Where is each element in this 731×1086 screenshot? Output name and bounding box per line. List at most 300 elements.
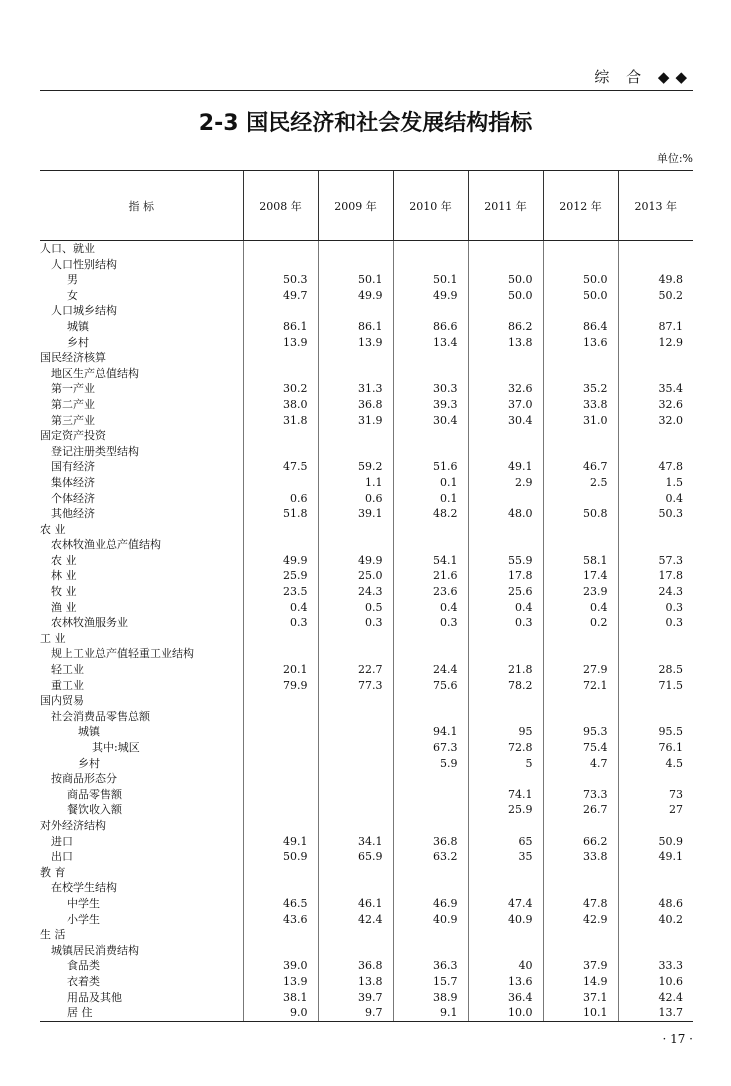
value-cell — [618, 693, 693, 709]
value-cell — [543, 709, 618, 725]
row-label: 城镇居民消费结构 — [51, 943, 139, 957]
value-cell: 30.4 — [393, 413, 468, 429]
value-cell — [243, 802, 318, 818]
table-row — [40, 631, 693, 647]
value-cell — [618, 444, 693, 460]
row-label: 生 活 — [40, 928, 66, 942]
value-cell: 49.9 — [318, 553, 393, 569]
value-cell: 50.3 — [618, 506, 693, 522]
year-header: 2008 年 — [243, 171, 318, 241]
value-cell — [618, 865, 693, 881]
value-cell: 65.9 — [318, 849, 393, 865]
value-cell: 31.9 — [318, 413, 393, 429]
value-cell — [618, 818, 693, 834]
table-row — [40, 568, 693, 584]
value-cell — [318, 927, 393, 943]
value-cell: 49.8 — [618, 272, 693, 288]
value-cell — [243, 475, 318, 491]
value-cell: 37.1 — [543, 990, 618, 1006]
value-cell: 39.1 — [318, 506, 393, 522]
value-cell — [243, 771, 318, 787]
value-cell — [468, 943, 543, 959]
table-row — [40, 912, 693, 928]
value-cell — [393, 646, 468, 662]
row-label: 牧 业 — [51, 585, 77, 599]
row-label: 食品类 — [67, 959, 100, 973]
row-label: 出口 — [51, 850, 73, 864]
table-row — [40, 444, 693, 460]
value-cell — [543, 943, 618, 959]
table-row — [40, 459, 693, 475]
value-cell: 2.9 — [468, 475, 543, 491]
row-label: 农 业 — [51, 553, 77, 567]
value-cell — [543, 927, 618, 943]
value-cell — [618, 880, 693, 896]
value-cell: 46.9 — [393, 896, 468, 912]
value-cell — [318, 740, 393, 756]
value-cell: 1.1 — [318, 475, 393, 491]
row-label: 乡村 — [67, 335, 89, 349]
value-cell — [393, 241, 468, 257]
value-cell — [618, 257, 693, 273]
row-label: 人口、就业 — [40, 242, 95, 255]
table-row — [40, 428, 693, 444]
value-cell — [393, 943, 468, 959]
row-label: 登记注册类型结构 — [51, 444, 139, 458]
value-cell — [243, 350, 318, 366]
year-header: 2013 年 — [618, 171, 693, 241]
value-cell: 0.1 — [393, 475, 468, 491]
table-row — [40, 802, 693, 818]
value-cell — [243, 724, 318, 740]
value-cell: 25.0 — [318, 568, 393, 584]
value-cell: 9.1 — [393, 1005, 468, 1021]
value-cell: 23.9 — [543, 584, 618, 600]
value-cell: 35.2 — [543, 381, 618, 397]
value-cell — [243, 631, 318, 647]
value-cell: 5 — [468, 756, 543, 772]
value-cell — [618, 771, 693, 787]
table-row — [40, 880, 693, 896]
value-cell: 10.6 — [618, 974, 693, 990]
table-header-row — [40, 171, 693, 241]
value-cell: 49.1 — [618, 849, 693, 865]
value-cell: 38.9 — [393, 990, 468, 1006]
value-cell: 50.2 — [618, 288, 693, 304]
row-label: 中学生 — [67, 896, 100, 910]
table-row — [40, 397, 693, 413]
value-cell: 37.0 — [468, 397, 543, 413]
value-cell: 9.7 — [318, 1005, 393, 1021]
value-cell: 47.8 — [543, 896, 618, 912]
value-cell: 42.4 — [618, 990, 693, 1006]
value-cell — [318, 444, 393, 460]
value-cell: 50.0 — [543, 288, 618, 304]
value-cell: 0.4 — [243, 600, 318, 616]
value-cell: 40.9 — [468, 912, 543, 928]
table-row — [40, 381, 693, 397]
value-cell: 86.1 — [243, 319, 318, 335]
value-cell — [468, 428, 543, 444]
row-label: 女 — [67, 288, 78, 302]
value-cell: 36.3 — [393, 958, 468, 974]
value-cell — [618, 303, 693, 319]
value-cell — [393, 428, 468, 444]
row-label: 其中:城区 — [92, 741, 140, 754]
value-cell: 72.8 — [468, 740, 543, 756]
value-cell — [543, 303, 618, 319]
value-cell — [243, 818, 318, 834]
value-cell — [318, 522, 393, 538]
value-cell — [318, 802, 393, 818]
value-cell: 72.1 — [543, 678, 618, 694]
value-cell — [543, 771, 618, 787]
value-cell: 66.2 — [543, 834, 618, 850]
table-row — [40, 709, 693, 725]
value-cell — [393, 350, 468, 366]
value-cell: 50.0 — [468, 288, 543, 304]
value-cell: 33.8 — [543, 849, 618, 865]
value-cell: 39.3 — [393, 397, 468, 413]
value-cell — [243, 366, 318, 382]
value-cell: 43.6 — [243, 912, 318, 928]
value-cell: 37.9 — [543, 958, 618, 974]
row-label: 国内贸易 — [40, 694, 84, 708]
value-cell — [243, 740, 318, 756]
value-cell — [543, 818, 618, 834]
value-cell — [543, 880, 618, 896]
value-cell: 2.5 — [543, 475, 618, 491]
value-cell: 10.1 — [543, 1005, 618, 1021]
value-cell — [543, 693, 618, 709]
value-cell: 21.6 — [393, 568, 468, 584]
value-cell — [318, 241, 393, 257]
value-cell: 24.3 — [618, 584, 693, 600]
value-cell — [543, 428, 618, 444]
value-cell — [543, 537, 618, 553]
value-cell: 17.8 — [618, 568, 693, 584]
value-cell — [468, 880, 543, 896]
value-cell: 77.3 — [318, 678, 393, 694]
row-label: 固定资产投资 — [40, 429, 106, 443]
value-cell — [318, 537, 393, 553]
value-cell — [318, 693, 393, 709]
value-cell: 50.9 — [618, 834, 693, 850]
value-cell: 35.4 — [618, 381, 693, 397]
value-cell — [243, 241, 318, 257]
value-cell: 46.1 — [318, 896, 393, 912]
value-cell: 13.9 — [243, 335, 318, 351]
row-label: 男 — [67, 273, 78, 287]
value-cell — [318, 366, 393, 382]
row-label: 其他经济 — [51, 507, 95, 521]
value-cell — [618, 537, 693, 553]
value-cell — [468, 646, 543, 662]
value-cell — [468, 631, 543, 647]
value-cell: 5.9 — [393, 756, 468, 772]
row-label: 集体经济 — [51, 475, 95, 489]
value-cell — [318, 646, 393, 662]
value-cell — [468, 693, 543, 709]
value-cell: 63.2 — [393, 849, 468, 865]
value-cell: 0.1 — [393, 491, 468, 507]
value-cell — [393, 880, 468, 896]
table-row — [40, 522, 693, 538]
value-cell: 13.8 — [318, 974, 393, 990]
table-row — [40, 413, 693, 429]
value-cell: 49.7 — [243, 288, 318, 304]
row-label: 人口性别结构 — [51, 257, 117, 271]
value-cell: 13.6 — [543, 335, 618, 351]
value-cell: 57.3 — [618, 553, 693, 569]
value-cell: 36.8 — [318, 397, 393, 413]
value-cell: 49.9 — [318, 288, 393, 304]
value-cell: 36.8 — [318, 958, 393, 974]
value-cell: 48.2 — [393, 506, 468, 522]
table-row — [40, 678, 693, 694]
value-cell: 95.5 — [618, 724, 693, 740]
value-cell: 38.0 — [243, 397, 318, 413]
row-label: 国有经济 — [51, 460, 95, 474]
value-cell — [618, 927, 693, 943]
value-cell — [468, 522, 543, 538]
value-cell: 33.8 — [543, 397, 618, 413]
value-cell — [318, 350, 393, 366]
row-label: 第二产业 — [51, 397, 95, 411]
value-cell: 4.7 — [543, 756, 618, 772]
row-label: 对外经济结构 — [40, 818, 106, 832]
value-cell: 36.8 — [393, 834, 468, 850]
value-cell: 48.6 — [618, 896, 693, 912]
value-cell — [393, 303, 468, 319]
value-cell — [618, 631, 693, 647]
value-cell — [318, 257, 393, 273]
value-cell: 32.6 — [618, 397, 693, 413]
table-row — [40, 272, 693, 288]
table-row — [40, 834, 693, 850]
value-cell — [468, 927, 543, 943]
value-cell — [468, 537, 543, 553]
value-cell: 31.3 — [318, 381, 393, 397]
value-cell: 27.9 — [543, 662, 618, 678]
value-cell — [543, 491, 618, 507]
value-cell — [393, 709, 468, 725]
value-cell: 24.4 — [393, 662, 468, 678]
value-cell: 59.2 — [318, 459, 393, 475]
table-row — [40, 475, 693, 491]
value-cell — [468, 241, 543, 257]
indicator-header: 指 标 — [40, 171, 243, 241]
value-cell: 49.1 — [468, 459, 543, 475]
table-row — [40, 335, 693, 351]
value-cell: 27 — [618, 802, 693, 818]
table-row — [40, 771, 693, 787]
value-cell: 86.4 — [543, 319, 618, 335]
value-cell: 0.3 — [318, 615, 393, 631]
value-cell — [618, 428, 693, 444]
value-cell — [468, 350, 543, 366]
table-row — [40, 303, 693, 319]
value-cell — [468, 709, 543, 725]
value-cell: 0.4 — [468, 600, 543, 616]
row-label: 国民经济核算 — [40, 351, 106, 365]
value-cell — [318, 756, 393, 772]
value-cell — [318, 303, 393, 319]
table-row — [40, 288, 693, 304]
indicator-table — [40, 170, 693, 1022]
value-cell — [393, 631, 468, 647]
value-cell: 50.0 — [543, 272, 618, 288]
row-label: 重工业 — [51, 678, 84, 692]
value-cell: 94.1 — [393, 724, 468, 740]
year-header: 2010 年 — [393, 171, 468, 241]
value-cell: 0.3 — [618, 615, 693, 631]
value-cell: 47.8 — [618, 459, 693, 475]
value-cell: 31.8 — [243, 413, 318, 429]
value-cell: 0.6 — [318, 491, 393, 507]
value-cell — [243, 257, 318, 273]
value-cell: 13.9 — [243, 974, 318, 990]
value-cell: 73 — [618, 787, 693, 803]
value-cell: 1.5 — [618, 475, 693, 491]
table-row — [40, 927, 693, 943]
value-cell: 22.7 — [318, 662, 393, 678]
value-cell — [393, 366, 468, 382]
value-cell: 24.3 — [318, 584, 393, 600]
value-cell: 0.3 — [618, 600, 693, 616]
value-cell: 78.2 — [468, 678, 543, 694]
table-row — [40, 537, 693, 553]
value-cell: 26.7 — [543, 802, 618, 818]
value-cell — [393, 818, 468, 834]
value-cell: 25.6 — [468, 584, 543, 600]
value-cell — [468, 865, 543, 881]
value-cell — [618, 366, 693, 382]
value-cell — [618, 241, 693, 257]
value-cell: 13.7 — [618, 1005, 693, 1021]
table-row — [40, 366, 693, 382]
value-cell: 13.8 — [468, 335, 543, 351]
value-cell: 10.0 — [468, 1005, 543, 1021]
value-cell: 34.1 — [318, 834, 393, 850]
value-cell: 55.9 — [468, 553, 543, 569]
value-cell — [318, 865, 393, 881]
row-label: 用品及其他 — [67, 990, 122, 1004]
table-row — [40, 693, 693, 709]
value-cell: 50.1 — [393, 272, 468, 288]
table-row — [40, 974, 693, 990]
value-cell — [243, 927, 318, 943]
value-cell — [243, 693, 318, 709]
row-label: 乡村 — [78, 756, 100, 770]
value-cell: 46.7 — [543, 459, 618, 475]
value-cell: 71.5 — [618, 678, 693, 694]
value-cell: 30.3 — [393, 381, 468, 397]
row-label: 轻工业 — [51, 663, 84, 677]
row-label: 商品零售额 — [67, 787, 122, 801]
row-label: 工 业 — [40, 631, 66, 645]
value-cell: 35 — [468, 849, 543, 865]
value-cell — [243, 756, 318, 772]
table-row — [40, 943, 693, 959]
value-cell: 50.8 — [543, 506, 618, 522]
table-row — [40, 787, 693, 803]
value-cell — [393, 693, 468, 709]
value-cell: 0.4 — [618, 491, 693, 507]
value-cell — [468, 818, 543, 834]
table-row — [40, 350, 693, 366]
value-cell: 54.1 — [393, 553, 468, 569]
value-cell: 12.9 — [618, 335, 693, 351]
row-label: 渔 业 — [51, 600, 77, 614]
value-cell — [543, 631, 618, 647]
value-cell — [543, 444, 618, 460]
table-row — [40, 615, 693, 631]
value-cell: 46.5 — [243, 896, 318, 912]
page-header — [40, 66, 693, 91]
value-cell: 13.4 — [393, 335, 468, 351]
value-cell: 13.6 — [468, 974, 543, 990]
value-cell: 74.1 — [468, 787, 543, 803]
table-row — [40, 1005, 693, 1021]
table-row — [40, 756, 693, 772]
value-cell: 9.0 — [243, 1005, 318, 1021]
value-cell — [393, 257, 468, 273]
value-cell — [243, 303, 318, 319]
row-label: 小学生 — [67, 912, 100, 926]
section-label: 综 合 ◆◆ — [594, 68, 693, 86]
value-cell: 31.0 — [543, 413, 618, 429]
value-cell: 0.3 — [393, 615, 468, 631]
value-cell — [543, 241, 618, 257]
value-cell: 75.4 — [543, 740, 618, 756]
value-cell: 0.2 — [543, 615, 618, 631]
value-cell: 30.2 — [243, 381, 318, 397]
table-row — [40, 818, 693, 834]
row-label: 农林牧渔业总产值结构 — [51, 538, 161, 552]
table-row — [40, 662, 693, 678]
value-cell: 42.4 — [318, 912, 393, 928]
value-cell: 14.9 — [543, 974, 618, 990]
value-cell — [618, 646, 693, 662]
value-cell: 0.3 — [243, 615, 318, 631]
value-cell — [543, 350, 618, 366]
value-cell: 79.9 — [243, 678, 318, 694]
row-label: 城镇 — [78, 725, 100, 739]
value-cell — [243, 943, 318, 959]
unit-label: 单位:% — [656, 152, 693, 165]
row-label: 林 业 — [51, 569, 77, 583]
value-cell: 33.3 — [618, 958, 693, 974]
table-row — [40, 865, 693, 881]
row-label: 进口 — [51, 834, 73, 848]
value-cell — [318, 428, 393, 444]
value-cell: 49.9 — [393, 288, 468, 304]
value-cell — [468, 303, 543, 319]
value-cell: 32.0 — [618, 413, 693, 429]
value-cell: 15.7 — [393, 974, 468, 990]
row-label: 规上工业总产值轻重工业结构 — [51, 647, 194, 661]
value-cell — [393, 771, 468, 787]
value-cell — [543, 865, 618, 881]
value-cell — [543, 257, 618, 273]
value-cell — [318, 631, 393, 647]
value-cell: 75.6 — [393, 678, 468, 694]
row-label: 在校学生结构 — [51, 881, 117, 895]
value-cell: 76.1 — [618, 740, 693, 756]
value-cell: 0.5 — [318, 600, 393, 616]
year-header: 2012 年 — [543, 171, 618, 241]
